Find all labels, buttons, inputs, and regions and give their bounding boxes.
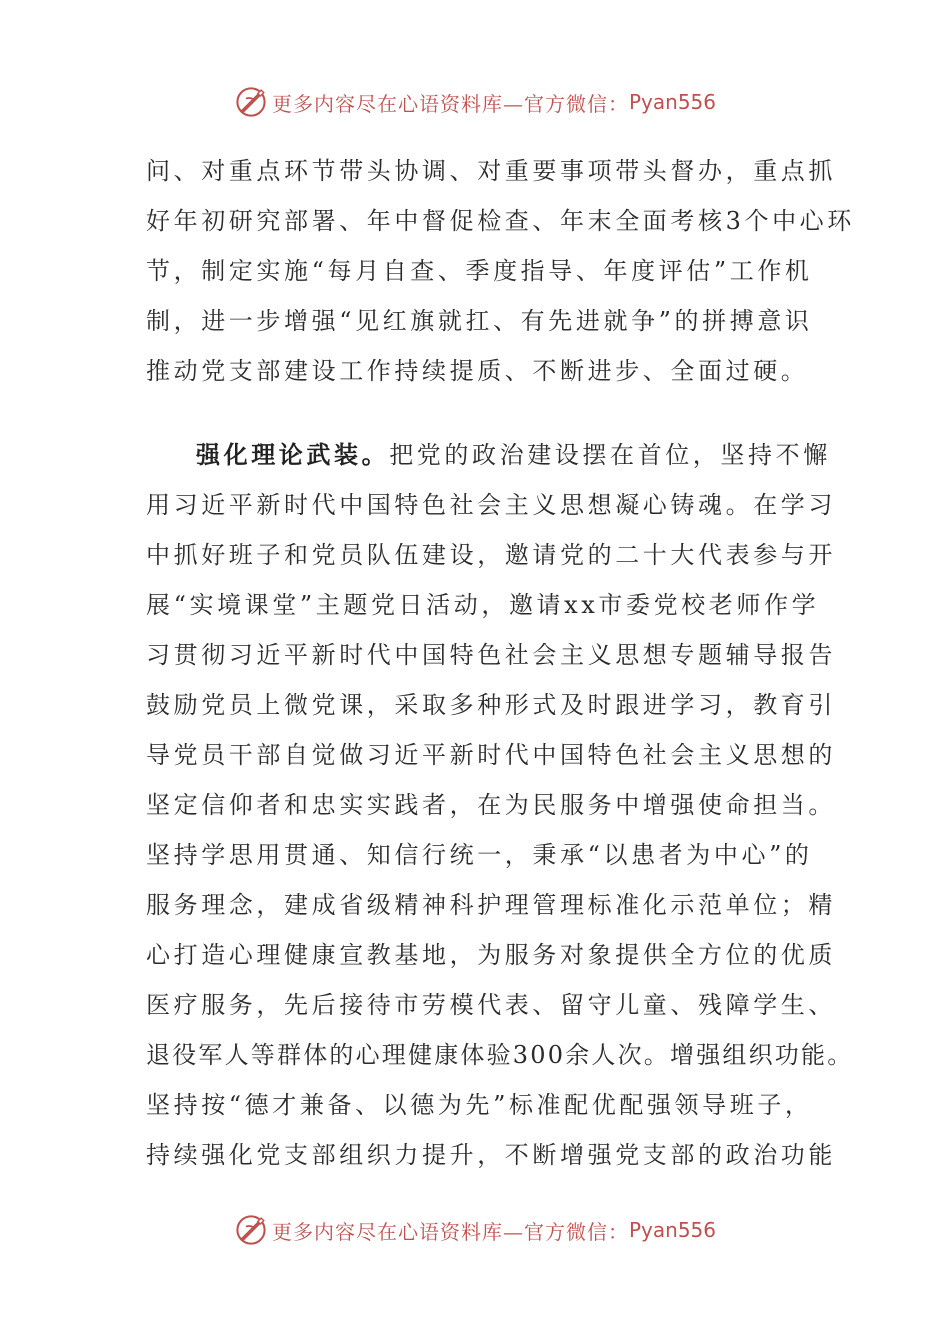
text-line: 鼓励党员上微党课，采取多种形式及时跟进学习，教育引 xyxy=(146,691,836,719)
header-banner xyxy=(0,82,950,122)
text-line-rest: 把党的政治建设摆在首位，坚持不懈 xyxy=(389,441,831,469)
header-banner-wechat-id: Pyan556 xyxy=(628,90,716,114)
paragraph-gap xyxy=(146,396,826,430)
text-line: 坚持按“德才兼备、以德为先”标准配优配强领导班子， xyxy=(146,1091,813,1119)
footer-banner xyxy=(0,1210,950,1250)
pen-seal-icon xyxy=(234,1213,268,1247)
section-heading: 强化理论武装。 xyxy=(196,440,390,469)
footer-banner-text: 更多内容尽在心语资料库—官方微信： xyxy=(271,1219,629,1244)
text-line: 心打造心理健康宣教基地，为服务对象提供全方位的优质 xyxy=(146,941,836,969)
pen-seal-icon xyxy=(234,85,268,119)
text-line: 习贯彻习近平新时代中国特色社会主义思想专题辅导报告 xyxy=(146,641,836,669)
text-line: 节，制定实施“每月自查、季度指导、年度评估”工作机 xyxy=(146,257,813,285)
footer-banner-wechat-id: Pyan556 xyxy=(628,1218,716,1242)
text-line: 导党员干部自觉做习近平新时代中国特色社会主义思想的 xyxy=(146,741,836,769)
text-line: 展“实境课堂”主题党日活动，邀请xx市委党校老师作学 xyxy=(146,591,820,619)
document-body xyxy=(146,146,855,1180)
text-line: 退役军人等群体的心理健康体验300余人次。增强组织功能。 xyxy=(146,1041,854,1069)
text-line: 好年初研究部署、年中督促检查、年末全面考核3个中心环 xyxy=(146,207,855,235)
text-line: 服务理念，建成省级精神科护理管理标准化示范单位；精 xyxy=(146,891,836,919)
paragraph-2 xyxy=(146,430,854,1180)
text-line: 持续强化党支部组织力提升，不断增强党支部的政治功能 xyxy=(146,1141,836,1169)
text-line: 问、对重点环节带头协调、对重要事项带头督办，重点抓 xyxy=(146,157,836,185)
text-line-first xyxy=(146,430,831,480)
text-line: 坚持学思用贯通、知信行统一，秉承“以患者为中心”的 xyxy=(146,841,813,869)
text-line: 推动党支部建设工作持续提质、不断进步、全面过硬。 xyxy=(146,357,809,385)
header-banner-text: 更多内容尽在心语资料库—官方微信： xyxy=(271,91,629,116)
text-line: 坚定信仰者和忠实实践者，在为民服务中增强使命担当。 xyxy=(146,791,836,819)
text-line: 制，进一步增强“见红旗就扛、有先进就争”的拼搏意识 xyxy=(146,307,813,335)
text-line: 中抓好班子和党员队伍建设，邀请党的二十大代表参与开 xyxy=(146,541,836,569)
text-line: 医疗服务，先后接待市劳模代表、留守儿童、残障学生、 xyxy=(146,991,836,1019)
text-line: 用习近平新时代中国特色社会主义思想凝心铸魂。在学习 xyxy=(146,491,836,519)
paragraph-1 xyxy=(146,146,855,396)
